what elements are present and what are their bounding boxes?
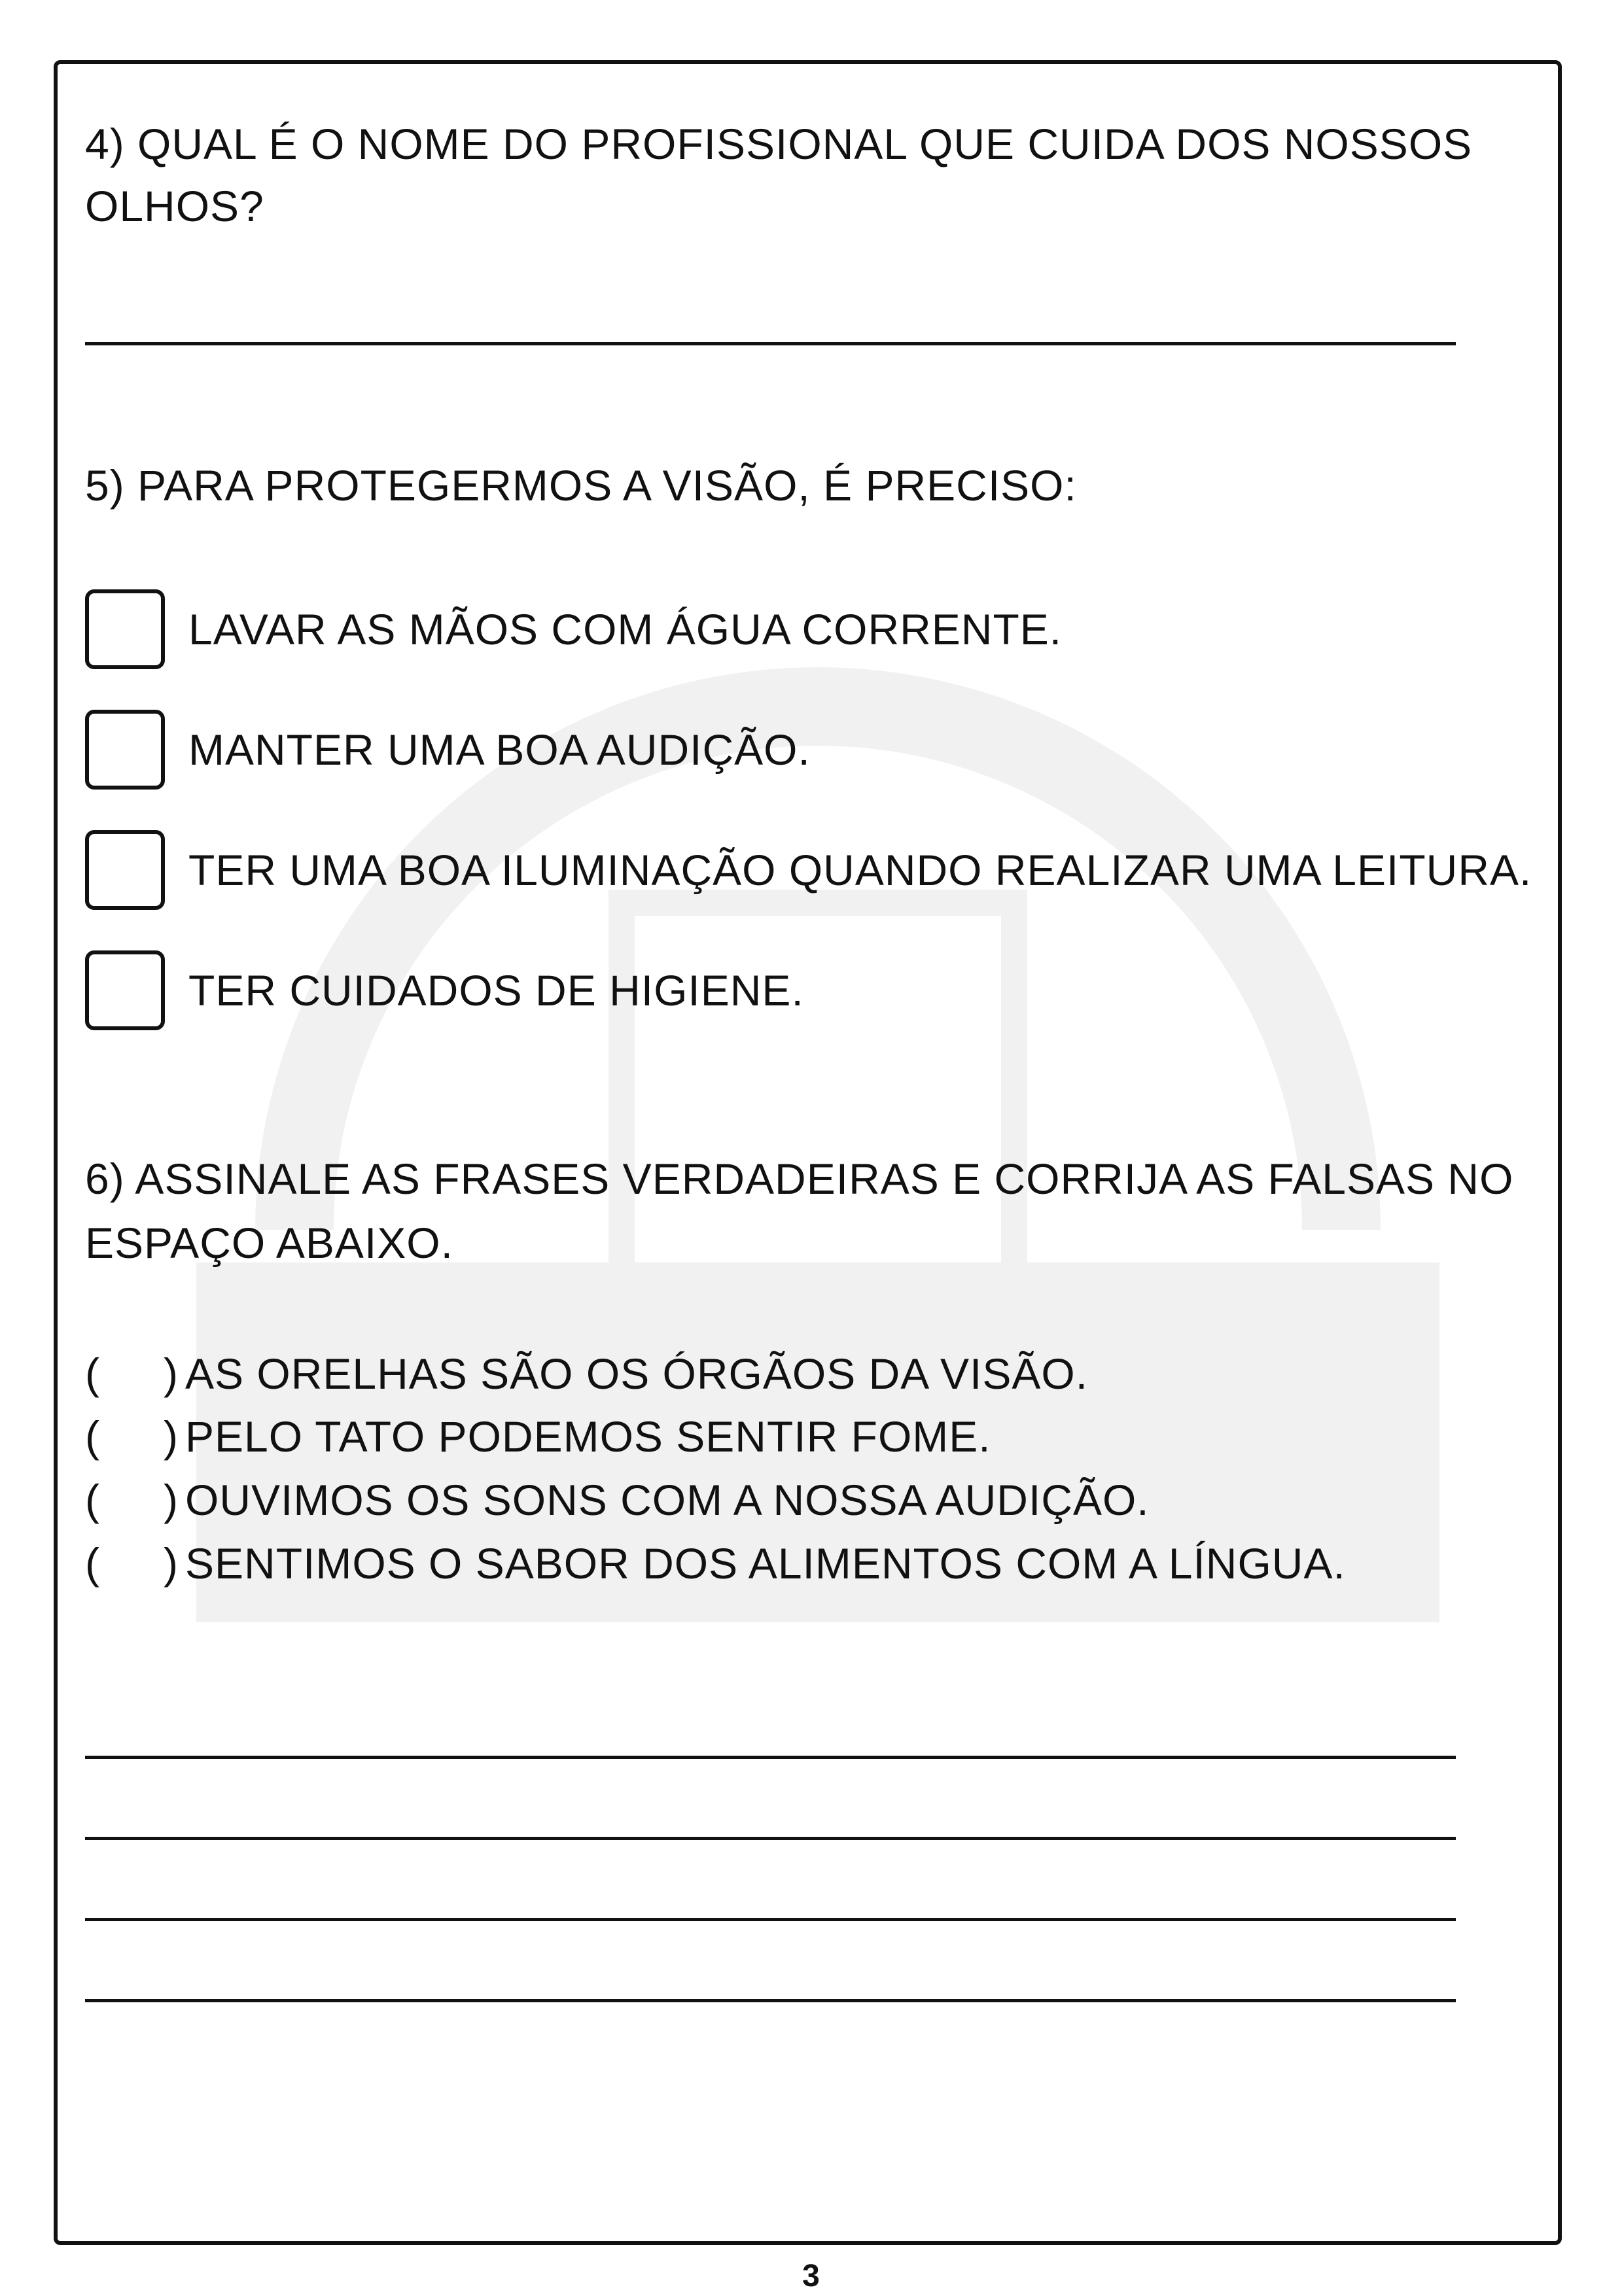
answer-line-q6-2[interactable]: [85, 1837, 1456, 1840]
q6-statement-text: PELO TATO PODEMOS SENTIR FOME.: [185, 1412, 991, 1461]
q5-option-label: LAVAR AS MÃOS COM ÁGUA CORRENTE.: [188, 605, 1063, 653]
question-5-title: 5) PARA PROTEGERMOS A VISÃO, É PRECISO:: [85, 461, 1077, 510]
question-6-title-line1: 6) ASSINALE AS FRASES VERDADEIRAS E CORRIJA AS FALSAS NO: [85, 1155, 1514, 1203]
answer-paren-close: ): [164, 1476, 179, 1524]
q5-option-4[interactable]: [85, 948, 804, 1032]
answer-paren-close: ): [164, 1412, 179, 1461]
checkbox[interactable]: [85, 830, 165, 910]
q5-option-label: TER CUIDADOS DE HIGIENE.: [188, 966, 804, 1015]
question-4-title-line1: 4) QUAL É O NOME DO PROFISSIONAL QUE CUIDA DOS NOSSOS: [85, 120, 1473, 168]
q6-statement-1[interactable]: [85, 1341, 1088, 1406]
answer-paren-close: ): [164, 1349, 179, 1398]
answer-paren-open[interactable]: (: [85, 1349, 100, 1398]
answer-line-q6-3[interactable]: [85, 1918, 1456, 1921]
page-number: 3: [802, 2259, 820, 2293]
q5-option-label: MANTER UMA BOA AUDIÇÃO.: [188, 725, 811, 774]
q6-statement-4[interactable]: [85, 1531, 1346, 1596]
q6-statement-3[interactable]: [85, 1467, 1150, 1533]
answer-line-q6-4[interactable]: [85, 1999, 1456, 2002]
q6-statement-text: OUVIMOS OS SONS COM A NOSSA AUDIÇÃO.: [185, 1476, 1150, 1524]
answer-paren-open[interactable]: (: [85, 1476, 100, 1524]
answer-paren-open[interactable]: (: [85, 1412, 100, 1461]
checkbox[interactable]: [85, 589, 165, 669]
q6-statement-text: AS ORELHAS SÃO OS ÓRGÃOS DA VISÃO.: [185, 1349, 1089, 1398]
q5-option-1[interactable]: [85, 587, 1062, 671]
q6-statement-2[interactable]: [85, 1404, 991, 1469]
question-4-title-line2: OLHOS?: [85, 182, 264, 230]
answer-line-q4[interactable]: [85, 342, 1456, 345]
q5-option-label: TER UMA BOA ILUMINAÇÃO QUANDO REALIZAR UMA LEITURA.: [188, 846, 1532, 894]
checkbox[interactable]: [85, 950, 165, 1030]
answer-paren-open[interactable]: (: [85, 1539, 100, 1588]
checkbox[interactable]: [85, 710, 165, 790]
q5-option-2[interactable]: [85, 708, 811, 791]
q5-option-3[interactable]: [85, 828, 1532, 912]
answer-paren-close: ): [164, 1539, 179, 1588]
q6-statement-text: SENTIMOS O SABOR DOS ALIMENTOS COM A LÍNGUA.: [185, 1539, 1346, 1588]
answer-line-q6-1[interactable]: [85, 1756, 1456, 1759]
question-6-title-line2: ESPAÇO ABAIXO.: [85, 1219, 453, 1267]
